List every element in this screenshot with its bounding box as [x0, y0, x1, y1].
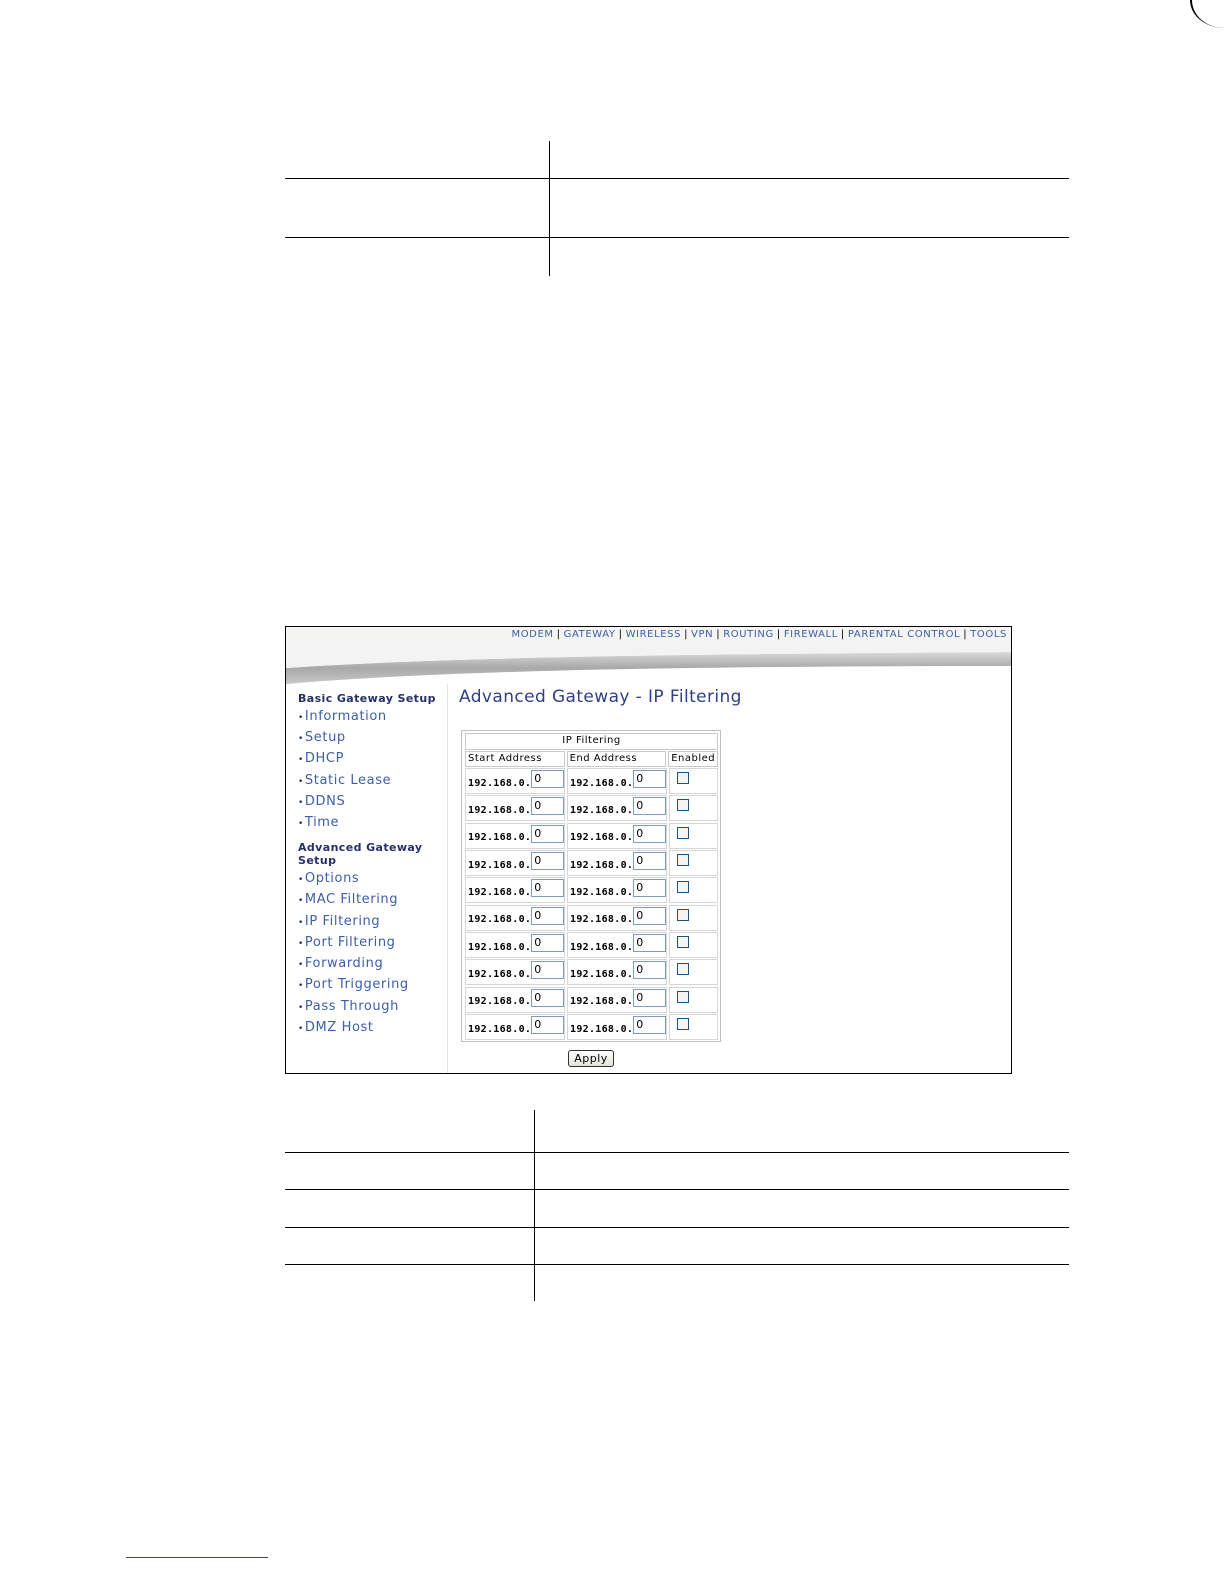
nav-item-routing[interactable]: ROUTING: [723, 629, 774, 640]
start-address-input[interactable]: 0: [531, 1016, 564, 1034]
bullet-icon: •: [298, 981, 304, 991]
end-address-cell: [567, 905, 667, 931]
page-edge-mark: [1190, 0, 1224, 28]
start-address-prefix: 192.168.0.: [468, 941, 532, 953]
sidebar-heading-basic: Basic Gateway Setup: [298, 692, 436, 705]
bullet-icon: •: [298, 1024, 304, 1034]
sidebar-item-label: DMZ Host: [304, 1020, 374, 1035]
table-rule: [285, 178, 1069, 179]
sidebar-item-label: DHCP: [304, 751, 345, 766]
enabled-checkbox[interactable]: [677, 991, 689, 1003]
sidebar-item-forwarding[interactable]: [298, 956, 383, 971]
end-address-cell: [567, 1014, 667, 1040]
nav-item-firewall[interactable]: FIREWALL: [783, 629, 838, 640]
start-address-prefix: 192.168.0.: [468, 996, 532, 1008]
sidebar-heading-advanced-line1: Advanced Gateway: [298, 841, 423, 854]
table-row: [465, 823, 718, 849]
end-address-input[interactable]: 0: [633, 934, 666, 952]
start-address-input[interactable]: 0: [531, 879, 564, 897]
start-address-input[interactable]: 0: [531, 934, 564, 952]
bullet-icon: •: [298, 960, 304, 970]
sidebar-item-label: Setup: [304, 730, 346, 745]
sidebar-item-ddns[interactable]: [298, 794, 345, 809]
sidebar-item-label: Options: [304, 871, 360, 886]
sidebar-item-label: Static Lease: [304, 773, 392, 788]
enabled-checkbox[interactable]: [677, 963, 689, 975]
enabled-checkbox[interactable]: [677, 854, 689, 866]
start-address-cell: [465, 1014, 565, 1040]
end-address-prefix: 192.168.0.: [570, 777, 634, 789]
enabled-cell: [669, 905, 718, 931]
footer-rule: [126, 1557, 268, 1558]
nav-separator: |: [963, 629, 968, 640]
table-divider: [549, 141, 550, 276]
start-address-cell: [465, 932, 565, 958]
start-address-prefix: 192.168.0.: [468, 1023, 532, 1035]
nav-separator: |: [556, 629, 561, 640]
end-address-cell: [567, 768, 667, 794]
sidebar-item-dmz-host[interactable]: [298, 1020, 374, 1035]
table-row: [465, 987, 718, 1013]
nav-separator: |: [840, 629, 845, 640]
start-address-input[interactable]: 0: [531, 825, 564, 843]
enabled-checkbox[interactable]: [677, 827, 689, 839]
enabled-checkbox[interactable]: [677, 1018, 689, 1030]
enabled-checkbox[interactable]: [677, 881, 689, 893]
end-address-input[interactable]: 0: [633, 961, 666, 979]
sidebar-item-label: Pass Through: [304, 999, 399, 1014]
end-address-input[interactable]: 0: [633, 770, 666, 788]
start-address-cell: [465, 987, 565, 1013]
table-row: [465, 850, 718, 876]
sidebar-item-port-triggering[interactable]: [298, 977, 409, 992]
apply-button[interactable]: Apply: [568, 1050, 614, 1067]
nav-separator: |: [684, 629, 689, 640]
bullet-icon: •: [298, 713, 304, 723]
nav-item-tools[interactable]: TOOLS: [970, 629, 1007, 640]
table-divider: [534, 1110, 535, 1301]
sidebar-item-static-lease[interactable]: [298, 773, 391, 788]
sidebar-item-label: IP Filtering: [304, 914, 381, 929]
sidebar-item-label: Port Filtering: [304, 935, 396, 950]
table-row: [465, 959, 718, 985]
bullet-icon: •: [298, 755, 304, 765]
end-address-prefix: 192.168.0.: [570, 996, 634, 1008]
start-address-prefix: 192.168.0.: [468, 886, 532, 898]
table-rule: [285, 1189, 1069, 1190]
start-address-input[interactable]: 0: [531, 907, 564, 925]
end-address-prefix: 192.168.0.: [570, 1023, 634, 1035]
start-address-cell: [465, 795, 565, 821]
bullet-icon: •: [298, 896, 304, 906]
enabled-cell: [669, 932, 718, 958]
start-address-input[interactable]: 0: [531, 797, 564, 815]
enabled-cell: [669, 959, 718, 985]
sidebar-heading-advanced: [298, 841, 438, 867]
bullet-icon: •: [298, 798, 304, 808]
table-rule: [285, 237, 1069, 238]
end-address-prefix: 192.168.0.: [570, 886, 634, 898]
table-rule: [285, 1152, 1069, 1153]
nav-item-gateway[interactable]: GATEWAY: [563, 629, 616, 640]
end-address-prefix: 192.168.0.: [570, 804, 634, 816]
start-address-cell: [465, 823, 565, 849]
end-address-prefix: 192.168.0.: [570, 968, 634, 980]
sidebar-item-label: Port Triggering: [304, 977, 409, 992]
table-row: [465, 932, 718, 958]
table-row: [465, 905, 718, 931]
start-address-prefix: 192.168.0.: [468, 968, 532, 980]
bullet-icon: •: [298, 875, 304, 885]
table-row: [465, 768, 718, 794]
bullet-icon: •: [298, 777, 304, 787]
enabled-checkbox[interactable]: [677, 909, 689, 921]
nav-separator: |: [618, 629, 623, 640]
end-address-input[interactable]: 0: [633, 879, 666, 897]
end-address-input[interactable]: 0: [633, 825, 666, 843]
nav-item-vpn[interactable]: VPN: [691, 629, 714, 640]
sidebar-item-dhcp[interactable]: [298, 751, 344, 766]
start-address-prefix: 192.168.0.: [468, 832, 532, 844]
sidebar-item-time[interactable]: [298, 815, 339, 830]
sidebar-heading-advanced-line2: Setup: [298, 854, 337, 867]
column-header-start-address: Start Address: [465, 751, 565, 767]
sidebar-item-information[interactable]: [298, 709, 387, 724]
start-address-input[interactable]: 0: [531, 961, 564, 979]
bullet-icon: •: [298, 1003, 304, 1013]
nav-separator: |: [716, 629, 721, 640]
start-address-input[interactable]: 0: [531, 770, 564, 788]
end-address-input[interactable]: 0: [633, 907, 666, 925]
page-title: Advanced Gateway - IP Filtering: [459, 687, 742, 707]
enabled-cell: [669, 795, 718, 821]
column-header-end-address: End Address: [567, 751, 667, 767]
sidebar-item-label: Information: [304, 709, 387, 724]
table-row: [465, 795, 718, 821]
nav-item-parental-control[interactable]: PARENTAL CONTROL: [847, 629, 961, 640]
router-ui-screenshot: [285, 626, 1012, 1074]
start-address-cell: [465, 877, 565, 903]
end-address-cell: [567, 959, 667, 985]
start-address-prefix: 192.168.0.: [468, 914, 532, 926]
end-address-cell: [567, 795, 667, 821]
table-caption: IP Filtering: [465, 733, 718, 750]
enabled-checkbox[interactable]: [677, 799, 689, 811]
end-address-input[interactable]: 0: [633, 989, 666, 1007]
start-address-prefix: 192.168.0.: [468, 777, 532, 789]
bullet-icon: •: [298, 734, 304, 744]
sidebar-item-ip-filtering[interactable]: [298, 914, 380, 929]
top-nav: [286, 627, 1011, 644]
end-address-prefix: 192.168.0.: [570, 941, 634, 953]
table-rule: [285, 1264, 1069, 1265]
sidebar-item-mac-filtering[interactable]: [298, 892, 398, 907]
sidebar-item-options[interactable]: [298, 871, 359, 886]
enabled-checkbox[interactable]: [677, 772, 689, 784]
table-rule: [285, 1227, 1069, 1228]
start-address-cell: [465, 905, 565, 931]
sidebar-item-setup[interactable]: [298, 730, 346, 745]
start-address-cell: [465, 850, 565, 876]
enabled-cell: [669, 823, 718, 849]
end-address-cell: [567, 987, 667, 1013]
ip-filtering-table: [461, 730, 721, 1042]
header-swoosh: [286, 644, 1011, 684]
enabled-cell: [669, 768, 718, 794]
bullet-icon: •: [298, 939, 304, 949]
sidebar-item-label: Time: [304, 815, 340, 830]
bullet-icon: •: [298, 918, 304, 928]
end-address-prefix: 192.168.0.: [570, 914, 634, 926]
end-address-prefix: 192.168.0.: [570, 859, 634, 871]
start-address-cell: [465, 959, 565, 985]
bullet-icon: •: [298, 819, 304, 829]
nav-item-wireless[interactable]: WIRELESS: [625, 629, 682, 640]
table-header: [465, 751, 718, 767]
enabled-cell: [669, 987, 718, 1013]
nav-separator: |: [776, 629, 781, 640]
start-address-cell: [465, 768, 565, 794]
nav-item-modem[interactable]: MODEM: [511, 629, 554, 640]
sidebar-item-label: DDNS: [304, 794, 346, 809]
end-address-cell: [567, 877, 667, 903]
end-address-input[interactable]: 0: [633, 852, 666, 870]
end-address-cell: [567, 932, 667, 958]
table-row: [465, 1014, 718, 1040]
end-address-cell: [567, 850, 667, 876]
enabled-cell: [669, 1014, 718, 1040]
sidebar-item-label: MAC Filtering: [304, 892, 399, 907]
sidebar-item-label: Forwarding: [304, 956, 384, 971]
end-address-prefix: 192.168.0.: [570, 832, 634, 844]
end-address-input[interactable]: 0: [633, 797, 666, 815]
start-address-input[interactable]: 0: [531, 852, 564, 870]
end-address-input[interactable]: 0: [633, 1016, 666, 1034]
sidebar-item-port-filtering[interactable]: [298, 935, 396, 950]
enabled-cell: [669, 850, 718, 876]
enabled-checkbox[interactable]: [677, 936, 689, 948]
column-header-enabled: Enabled: [668, 751, 718, 767]
start-address-prefix: 192.168.0.: [468, 859, 532, 871]
table-row: [465, 877, 718, 903]
start-address-prefix: 192.168.0.: [468, 804, 532, 816]
end-address-cell: [567, 823, 667, 849]
start-address-input[interactable]: 0: [531, 989, 564, 1007]
sidebar: [286, 684, 448, 1073]
enabled-cell: [669, 877, 718, 903]
sidebar-item-pass-through[interactable]: [298, 999, 399, 1014]
